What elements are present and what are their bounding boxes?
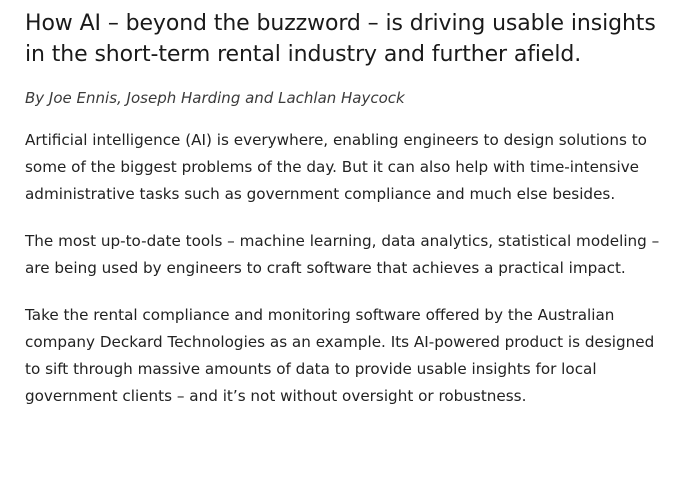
article-paragraph-2: The most up-to-date tools – machine learning, data analytics, statistical modeling – are being used by engineers to craft software that achieves a practical impact. bbox=[25, 232, 660, 277]
article-paragraph-1: Artificial intelligence (AI) is everywhere, enabling engineers to design solutions to some of the biggest problems of the day. But it can also help with time-intensive administrative tasks such as government compliance and much else besides. bbox=[25, 131, 647, 203]
article-paragraph-3: Take the rental compliance and monitoring software offered by the Australian company Deckard Technologies as an example. Its AI-powered product is designed to sift through massive amounts of data to provide usable insights for local government clients – and it’s not without oversight or robustness. bbox=[25, 306, 655, 405]
article-title: How AI – beyond the buzzword – is driving usable insights in the short-term rental industry and further afield. bbox=[25, 11, 656, 67]
article-byline: By Joe Ennis, Joseph Harding and Lachlan Haycock bbox=[25, 89, 405, 107]
